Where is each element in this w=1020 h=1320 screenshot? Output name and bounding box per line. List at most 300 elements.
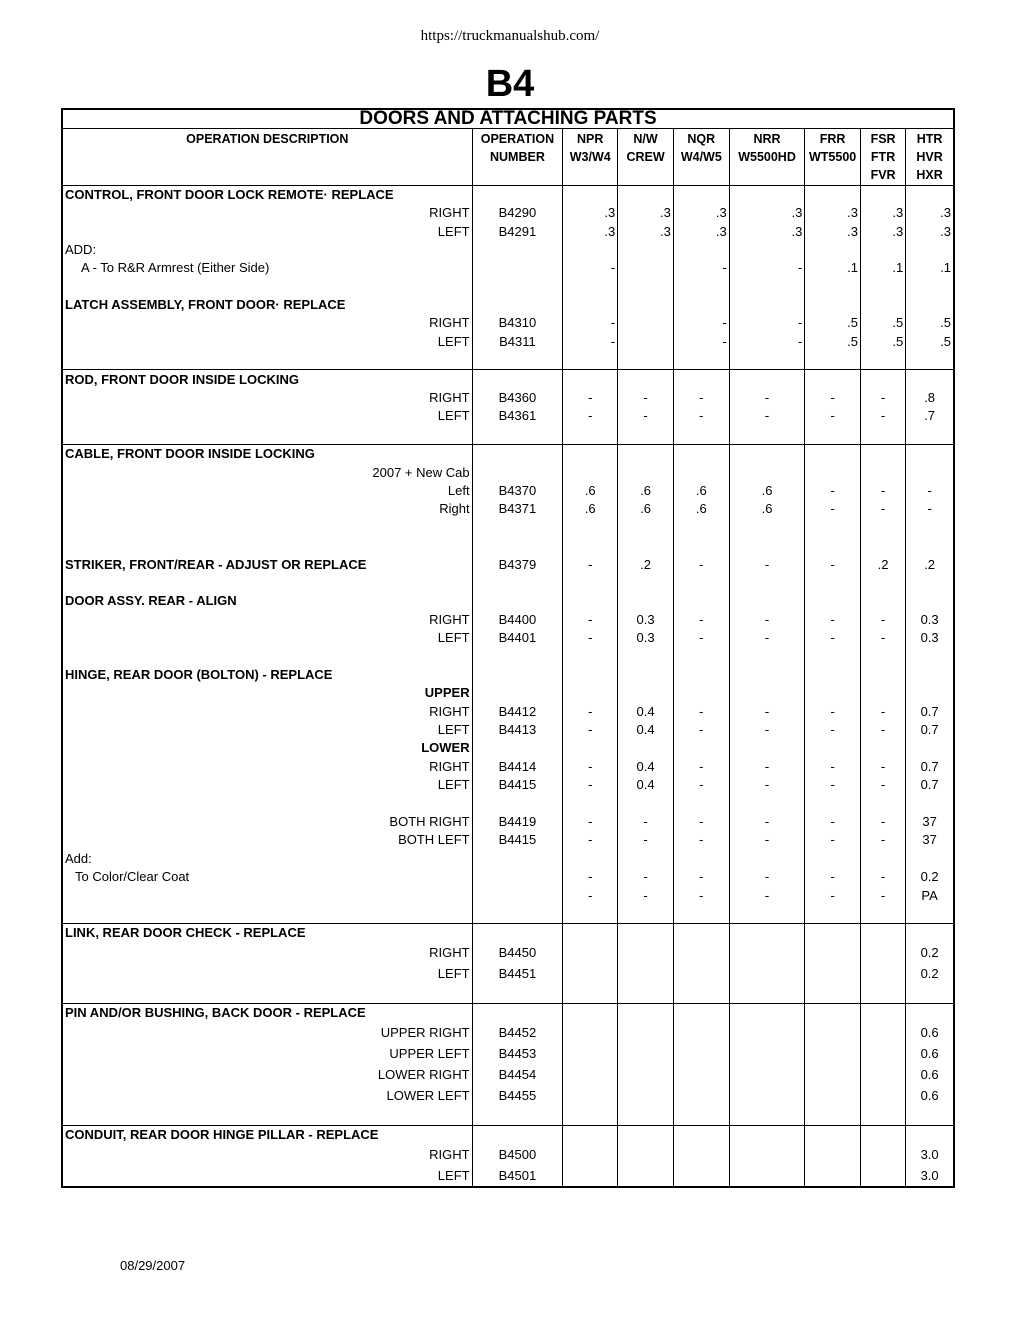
labor-time-value	[805, 445, 861, 464]
operation-number	[472, 592, 563, 610]
operation-number	[472, 537, 563, 555]
labor-time-value: .3	[729, 222, 805, 240]
labor-time-value	[563, 739, 618, 757]
table-row	[62, 407, 954, 425]
labor-time-value	[860, 943, 905, 964]
header-model-col	[618, 166, 674, 185]
labor-time-value	[860, 185, 905, 204]
labor-time-value	[563, 850, 618, 868]
table-row	[62, 611, 954, 629]
labor-time-value	[805, 1144, 861, 1165]
header-model-col: NRR	[729, 129, 805, 148]
header-row	[62, 166, 954, 185]
operation-number	[472, 351, 563, 370]
operation-description: Right	[439, 501, 470, 517]
labor-time-value	[805, 370, 861, 389]
operation-number: B4501	[472, 1165, 563, 1187]
table-row	[62, 831, 954, 849]
labor-time-value	[860, 1003, 905, 1022]
labor-time-value	[673, 684, 729, 702]
labor-time-value	[563, 1085, 618, 1106]
header-model-col	[805, 166, 861, 185]
labor-time-value: 0.7	[906, 776, 954, 794]
labor-time-value: .3	[673, 204, 729, 222]
labor-time-value: -	[729, 611, 805, 629]
operation-description: A - To R&R Armrest (Either Side)	[81, 260, 270, 276]
labor-time-value	[673, 1165, 729, 1187]
operation-number: B4379	[472, 555, 563, 573]
labor-time-value	[673, 463, 729, 481]
header-model-col: NQR	[673, 129, 729, 148]
labor-time-value	[906, 185, 954, 204]
labor-time-value	[860, 370, 905, 389]
labor-time-value	[805, 1125, 861, 1144]
table-row	[62, 924, 954, 943]
labor-time-value	[906, 296, 954, 314]
labor-time-value: -	[563, 259, 618, 277]
labor-time-value	[860, 537, 905, 555]
operation-number	[472, 905, 563, 924]
labor-time-value	[906, 666, 954, 684]
labor-time-value	[563, 185, 618, 204]
table-row	[62, 537, 954, 555]
labor-time-value	[906, 463, 954, 481]
header-model-col: HXR	[906, 166, 954, 185]
labor-time-value	[673, 905, 729, 924]
labor-time-value	[563, 574, 618, 592]
table-row	[62, 794, 954, 812]
labor-time-value: .6	[729, 500, 805, 518]
operation-number: B4453	[472, 1043, 563, 1064]
table-row	[62, 886, 954, 904]
section-title: PIN AND/OR BUSHING, BACK DOOR - REPLACE	[65, 1005, 366, 1021]
labor-time-value: -	[563, 314, 618, 332]
labor-time-value	[563, 426, 618, 445]
section-title: CABLE, FRONT DOOR INSIDE LOCKING	[65, 446, 315, 462]
labor-time-value	[563, 241, 618, 259]
labor-time-value	[860, 278, 905, 296]
operation-number	[472, 985, 563, 1004]
operation-number	[472, 666, 563, 684]
operation-number: B4400	[472, 611, 563, 629]
labor-time-value: .3	[618, 222, 674, 240]
operation-description: UPPER RIGHT	[380, 1024, 470, 1040]
labor-time-value: -	[860, 868, 905, 886]
header-model-col: FVR	[860, 166, 905, 185]
labor-time-value: .3	[563, 222, 618, 240]
labor-time-value	[860, 519, 905, 537]
labor-time-value	[805, 296, 861, 314]
operation-number: B4500	[472, 1144, 563, 1165]
operation-number	[472, 1003, 563, 1022]
labor-time-value: .5	[906, 333, 954, 351]
operation-description: LEFT	[437, 223, 470, 239]
labor-time-value	[906, 1125, 954, 1144]
labor-time-value: -	[860, 886, 905, 904]
operation-description: To Color/Clear Coat	[75, 869, 190, 885]
operation-description: RIGHT	[429, 945, 470, 961]
labor-time-value	[673, 1003, 729, 1022]
labor-time-value	[618, 1085, 674, 1106]
labor-time-value	[618, 924, 674, 943]
labor-time-value: -	[805, 389, 861, 407]
labor-time-value: -	[805, 813, 861, 831]
labor-time-value	[860, 592, 905, 610]
operation-description: LEFT	[437, 777, 470, 793]
labor-time-value: -	[860, 389, 905, 407]
labor-time-value: -	[563, 868, 618, 886]
table-row	[62, 776, 954, 794]
labor-time-value	[729, 463, 805, 481]
operation-number	[472, 574, 563, 592]
labor-time-value	[729, 370, 805, 389]
header-model-col	[563, 166, 618, 185]
labor-time-value	[673, 850, 729, 868]
operation-number: B4414	[472, 758, 563, 776]
labor-time-value	[618, 905, 674, 924]
operation-description: LEFT	[437, 966, 470, 982]
labor-time-value	[673, 1085, 729, 1106]
labor-time-value: 0.3	[618, 629, 674, 647]
labor-time-value	[673, 985, 729, 1004]
labor-time-value	[673, 519, 729, 537]
labor-time-value	[860, 794, 905, 812]
labor-time-value	[729, 519, 805, 537]
labor-time-value	[673, 943, 729, 964]
labor-time-value: -	[860, 776, 905, 794]
labor-time-value: -	[805, 886, 861, 904]
labor-time-value: -	[673, 314, 729, 332]
labor-time-value	[805, 463, 861, 481]
section-title: HINGE, REAR DOOR (BOLTON) - REPLACE	[65, 666, 333, 682]
labor-time-value	[860, 1165, 905, 1187]
labor-time-value: .1	[805, 259, 861, 277]
labor-time-value: -	[673, 555, 729, 573]
labor-time-value	[805, 985, 861, 1004]
labor-time-value	[805, 592, 861, 610]
labor-time-value: .7	[906, 407, 954, 425]
operation-number: B4415	[472, 831, 563, 849]
labor-time-value	[805, 647, 861, 665]
section-title: ROD, FRONT DOOR INSIDE LOCKING	[65, 371, 299, 387]
operation-number	[472, 739, 563, 757]
operation-description	[62, 985, 472, 1004]
operation-description: 2007 + New Cab	[372, 464, 470, 480]
labor-time-value	[860, 1085, 905, 1106]
labor-time-value	[860, 850, 905, 868]
operation-description: LOWER RIGHT	[377, 1066, 470, 1082]
labor-time-value	[860, 296, 905, 314]
operation-description: UPPER	[424, 685, 470, 701]
labor-time-value: -	[618, 813, 674, 831]
labor-time-value: 0.2	[906, 964, 954, 985]
labor-time-value	[563, 943, 618, 964]
header-model-col: HVR	[906, 148, 954, 166]
operation-description	[62, 426, 472, 445]
labor-time-value: .3	[618, 204, 674, 222]
labor-time-value: .3	[805, 204, 861, 222]
operation-number	[472, 886, 563, 904]
labor-time-value: -	[563, 831, 618, 849]
labor-time-value: .6	[618, 482, 674, 500]
table-row	[62, 519, 954, 537]
operation-number: B4415	[472, 776, 563, 794]
labor-time-value: .2	[860, 555, 905, 573]
labor-time-value: 0.4	[618, 721, 674, 739]
labor-time-value	[563, 1043, 618, 1064]
labor-time-value: -	[563, 333, 618, 351]
operation-number	[472, 850, 563, 868]
labor-time-value	[729, 985, 805, 1004]
labor-time-value	[563, 1022, 618, 1043]
labor-time-value	[805, 351, 861, 370]
labor-time-value	[906, 278, 954, 296]
labor-time-value: -	[563, 776, 618, 794]
section-title: STRIKER, FRONT/REAR - ADJUST OR REPLACE	[65, 556, 367, 572]
labor-time-value: -	[729, 333, 805, 351]
labor-time-value	[805, 1165, 861, 1187]
labor-time-value: -	[729, 831, 805, 849]
labor-time-value	[860, 684, 905, 702]
table-row	[62, 1064, 954, 1085]
labor-time-value: -	[673, 886, 729, 904]
labor-time-value	[805, 537, 861, 555]
header-model-col: HTR	[906, 129, 954, 148]
labor-time-value: -	[860, 813, 905, 831]
labor-time-value: -	[805, 776, 861, 794]
labor-time-value	[618, 1022, 674, 1043]
table-row	[62, 850, 954, 868]
header-model-col: FTR	[860, 148, 905, 166]
labor-time-value: -	[673, 868, 729, 886]
operation-description: LEFT	[437, 408, 470, 424]
labor-time-value: .3	[673, 222, 729, 240]
labor-time-value: .6	[673, 500, 729, 518]
labor-time-value	[673, 278, 729, 296]
header-model-col: W5500HD	[729, 148, 805, 166]
labor-time-value	[673, 794, 729, 812]
labor-time-value	[729, 850, 805, 868]
labor-time-value: 0.6	[906, 1022, 954, 1043]
labor-time-value: .6	[563, 500, 618, 518]
labor-time-value	[618, 794, 674, 812]
labor-time-value: -	[729, 389, 805, 407]
labor-time-value	[805, 278, 861, 296]
labor-time-value: 0.7	[906, 758, 954, 776]
labor-time-value: -	[805, 611, 861, 629]
labor-time-value	[673, 426, 729, 445]
labor-time-value	[673, 241, 729, 259]
labor-time-value	[729, 1043, 805, 1064]
labor-time-value: -	[673, 831, 729, 849]
labor-time-value	[729, 666, 805, 684]
labor-time-value: .5	[805, 333, 861, 351]
labor-time-value	[563, 445, 618, 464]
footer-date: 08/29/2007	[120, 1258, 186, 1273]
header-model-col: W4/W5	[673, 148, 729, 166]
labor-time-value	[673, 1144, 729, 1165]
labor-time-value	[729, 684, 805, 702]
labor-time-value: -	[860, 703, 905, 721]
labor-time-value	[618, 445, 674, 464]
header-model-col	[673, 166, 729, 185]
labor-time-value	[805, 964, 861, 985]
table-row	[62, 1043, 954, 1064]
operation-number: B4450	[472, 943, 563, 964]
labor-time-value	[729, 241, 805, 259]
labor-time-value	[563, 1064, 618, 1085]
labor-time-value	[618, 647, 674, 665]
labor-time-value	[618, 296, 674, 314]
labor-time-value	[860, 1144, 905, 1165]
labor-time-value: -	[729, 776, 805, 794]
labor-time-value	[906, 905, 954, 924]
table-row	[62, 555, 954, 573]
labor-time-value	[860, 964, 905, 985]
operation-number: B4311	[472, 333, 563, 351]
labor-time-value	[563, 647, 618, 665]
labor-time-value	[805, 426, 861, 445]
labor-time-value	[673, 1106, 729, 1125]
labor-time-value	[860, 666, 905, 684]
labor-time-value	[618, 333, 674, 351]
labor-time-value	[673, 1022, 729, 1043]
labor-time-value	[860, 1043, 905, 1064]
labor-time-value: -	[860, 482, 905, 500]
operation-number: B4310	[472, 314, 563, 332]
labor-time-value	[729, 647, 805, 665]
labor-time-value: .1	[860, 259, 905, 277]
header-description: OPERATION DESCRIPTION	[186, 131, 349, 146]
labor-time-value	[729, 1165, 805, 1187]
table-row	[62, 333, 954, 351]
labor-time-value: -	[563, 611, 618, 629]
labor-time-value: -	[673, 611, 729, 629]
labor-time-value	[618, 666, 674, 684]
labor-time-value: -	[729, 407, 805, 425]
table-row	[62, 758, 954, 776]
labor-time-value	[805, 1064, 861, 1085]
labor-times-table	[61, 108, 955, 1188]
labor-time-value	[673, 964, 729, 985]
table-row	[62, 445, 954, 464]
labor-time-value	[805, 1022, 861, 1043]
table-row	[62, 296, 954, 314]
operation-description	[62, 794, 472, 812]
table-row	[62, 500, 954, 518]
labor-time-value: 37	[906, 813, 954, 831]
labor-time-value	[618, 1003, 674, 1022]
labor-time-value	[618, 519, 674, 537]
operation-description: RIGHT	[429, 758, 470, 774]
table-row	[62, 943, 954, 964]
labor-time-value: -	[563, 555, 618, 573]
labor-time-value	[618, 314, 674, 332]
labor-time-value: 0.3	[618, 611, 674, 629]
header-model-col: FRR	[805, 129, 861, 148]
labor-time-value: -	[673, 758, 729, 776]
labor-time-value	[563, 519, 618, 537]
labor-time-value	[563, 278, 618, 296]
table-row	[62, 813, 954, 831]
labor-time-value: -	[860, 611, 905, 629]
operation-number: B4452	[472, 1022, 563, 1043]
labor-time-value	[563, 1106, 618, 1125]
table-row	[62, 1144, 954, 1165]
labor-time-value	[805, 1085, 861, 1106]
labor-time-value: .6	[673, 482, 729, 500]
labor-time-value	[563, 666, 618, 684]
operation-number	[472, 1125, 563, 1144]
operation-description: LEFT	[437, 630, 470, 646]
table-row	[62, 351, 954, 370]
labor-time-value	[906, 739, 954, 757]
labor-time-value: .5	[860, 333, 905, 351]
labor-time-value: 0.4	[618, 776, 674, 794]
labor-time-value	[729, 185, 805, 204]
labor-time-value	[729, 426, 805, 445]
operation-description: LEFT	[62, 1165, 472, 1187]
operation-number	[472, 185, 563, 204]
labor-time-value: 0.2	[906, 868, 954, 886]
labor-time-value	[563, 296, 618, 314]
table-row	[62, 1165, 954, 1187]
table-row	[62, 985, 954, 1004]
table-row	[62, 204, 954, 222]
labor-time-value: -	[729, 813, 805, 831]
operation-number	[472, 259, 563, 277]
labor-time-value: -	[729, 703, 805, 721]
labor-time-value: -	[618, 886, 674, 904]
labor-time-value	[673, 1064, 729, 1085]
labor-time-value: -	[729, 259, 805, 277]
labor-time-value: .3	[805, 222, 861, 240]
labor-time-value	[860, 241, 905, 259]
labor-time-value	[805, 185, 861, 204]
labor-time-value	[729, 794, 805, 812]
labor-time-value	[673, 574, 729, 592]
labor-time-value: 0.6	[906, 1064, 954, 1085]
labor-time-value	[805, 666, 861, 684]
labor-time-value: -	[673, 721, 729, 739]
labor-time-value	[729, 739, 805, 757]
labor-time-value	[618, 739, 674, 757]
operation-description: RIGHT	[429, 390, 470, 406]
labor-time-value	[906, 537, 954, 555]
operation-number	[472, 794, 563, 812]
labor-time-value	[906, 647, 954, 665]
labor-time-value	[906, 1003, 954, 1022]
labor-time-value: .5	[860, 314, 905, 332]
labor-time-value	[906, 592, 954, 610]
table-row	[62, 739, 954, 757]
table-row	[62, 592, 954, 610]
labor-time-value: -	[860, 758, 905, 776]
labor-time-value: .3	[563, 204, 618, 222]
labor-time-value	[906, 924, 954, 943]
table-row	[62, 574, 954, 592]
labor-time-value	[906, 1106, 954, 1125]
labor-time-value: -	[729, 721, 805, 739]
labor-time-value: -	[860, 721, 905, 739]
labor-time-value	[563, 1144, 618, 1165]
labor-time-value	[906, 684, 954, 702]
labor-time-value: -	[805, 500, 861, 518]
labor-time-value	[729, 943, 805, 964]
labor-time-value	[673, 445, 729, 464]
labor-time-value	[860, 463, 905, 481]
labor-time-value	[563, 592, 618, 610]
